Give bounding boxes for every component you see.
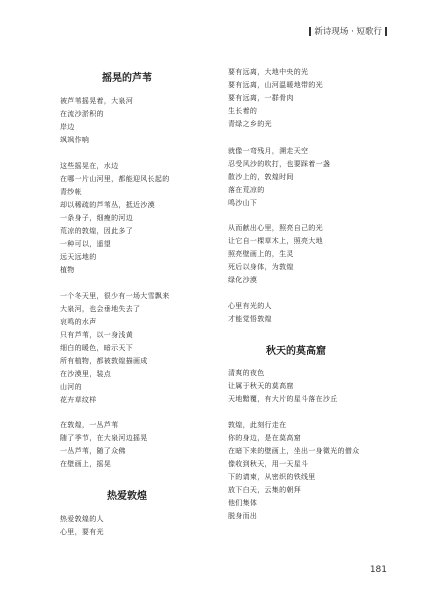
stanza xyxy=(60,419,148,471)
stanza xyxy=(60,160,170,277)
poem-line: 鸣沙山下 xyxy=(228,199,258,207)
poem-line: 忍受风沙的吹打，也要踩着一盏 xyxy=(228,160,331,168)
poem-line: 在敦煌，一丛芦苇 xyxy=(60,421,119,429)
poem-title-autumn: 秋天的莫高窟 xyxy=(266,346,326,357)
poem-line: 从而献出心里，照亮自己的光 xyxy=(228,224,323,232)
stanza xyxy=(228,145,330,210)
header-bar-left xyxy=(309,27,311,36)
poem-line: 要有远离，一群骨肉 xyxy=(228,94,294,102)
poem-line: 远天远地的 xyxy=(60,253,97,261)
poem-line: 让它自一棵草木上，照亮大地 xyxy=(228,237,323,245)
stanza xyxy=(228,300,272,326)
poem-line: 清爽的夜色 xyxy=(228,369,265,377)
poem-line: 散沙上的，敦煌时间 xyxy=(228,173,294,181)
poem-title-love: 热爱敦煌 xyxy=(107,491,147,502)
poem-line: 下的请柬，从密织的铁线里 xyxy=(228,473,316,481)
poem-line: 绿化沙漠 xyxy=(228,276,258,284)
poem-line: 脱身而出 xyxy=(228,512,258,520)
poem-line: 心里有光的人 xyxy=(228,302,272,310)
poem-title-reeds: 摇晃的芦苇 xyxy=(102,73,152,84)
poem-line: 青绿之乡的光 xyxy=(228,120,272,128)
poem-line: 就像一弯残月，溯走天空 xyxy=(228,147,309,155)
poem-line: 只有芦苇，以一身浅黄 xyxy=(60,331,133,339)
poem-line: 荒凉的敦煌，因此多了 xyxy=(60,227,133,235)
poem-line: 一种可以，遥望 xyxy=(60,240,112,248)
poem-line: 要有远离，大地中央的光 xyxy=(228,68,309,76)
poem-line: 才能觉悟敦煌 xyxy=(228,315,272,323)
poem-line: 哀鸣的水声 xyxy=(60,318,97,326)
header-bar-right xyxy=(385,27,387,36)
poem-line: 在流沙淤积的 xyxy=(60,110,104,118)
poem-line: 像收到秋天，用一天星斗 xyxy=(228,460,309,468)
stanza xyxy=(228,367,338,406)
poem-line: 一条身子，细瘦的河边 xyxy=(60,214,133,222)
poem-line: 被芦苇摇晃着，大泉河 xyxy=(60,97,133,105)
poem-line: 植物 xyxy=(60,266,75,274)
poem-line: 死后以身体，为敦煌 xyxy=(228,263,294,271)
poem-line: 照亮壁画上的，生灵 xyxy=(228,250,294,258)
poem-line: 飒飒作响 xyxy=(60,136,90,144)
poem-line: 这些摇晃在，水边 xyxy=(60,162,119,170)
poem-line: 要有远离，山河温暖地带的光 xyxy=(228,81,323,89)
poem-line: 落在荒凉的 xyxy=(228,186,265,194)
poem-line: 心里，要有光 xyxy=(60,528,104,536)
poem-line: 一个冬天里，很少有一场大雪飘来 xyxy=(60,292,170,300)
poem-line: 大泉河，也会垂地失去了 xyxy=(60,305,141,313)
poem-line: 花卉草纹样 xyxy=(60,396,97,404)
poem-line: 在暗下来的壁画上，坐出一身微光的僧众 xyxy=(228,447,360,455)
poem-line: 生长着的 xyxy=(228,107,258,115)
header-section-label: 新诗现场 · 短歌行 xyxy=(314,27,382,37)
running-header xyxy=(309,25,387,37)
poem-line: 你的身边，是在莫高窟 xyxy=(228,434,301,442)
poem-line: 在哪一片山河里，都能迎风长起的 xyxy=(60,175,170,183)
poem-line: 在壁画上，摇晃 xyxy=(60,460,112,468)
poem-line: 天地黯覆，有大片的星斗落在沙丘 xyxy=(228,395,338,403)
poem-line: 一丛芦苇，随了众佛 xyxy=(60,447,126,455)
stanza xyxy=(228,419,359,523)
stanza xyxy=(60,95,133,147)
poem-line: 青纱帐 xyxy=(60,188,82,196)
poem-line: 却以稀疏的芦苇丛，抵近沙漠 xyxy=(60,201,155,209)
poem-line: 他们集体 xyxy=(228,499,258,507)
poem-line: 山河的 xyxy=(60,383,82,391)
stanza xyxy=(228,222,323,287)
poem-line: 细白的暖色，暗示天下 xyxy=(60,344,133,352)
stanza xyxy=(60,290,170,407)
poem-line: 岸边 xyxy=(60,123,75,131)
poem-line: 热爱敦煌的人 xyxy=(60,515,104,523)
stanza xyxy=(60,513,104,539)
poem-line: 让属于秋天的莫高窟 xyxy=(228,382,294,390)
poem-line: 随了季节，在大泉河边摇晃 xyxy=(60,434,148,442)
page-number: 181 xyxy=(369,565,387,575)
poem-line: 在沙漠里，装点 xyxy=(60,370,112,378)
poem-line: 敦煌，此刻行走在 xyxy=(228,421,287,429)
stanza xyxy=(228,66,323,131)
poem-line: 放下白天，云集的朝拜 xyxy=(228,486,301,494)
poem-line: 所有植物，都被敦煌描画成 xyxy=(60,357,148,365)
